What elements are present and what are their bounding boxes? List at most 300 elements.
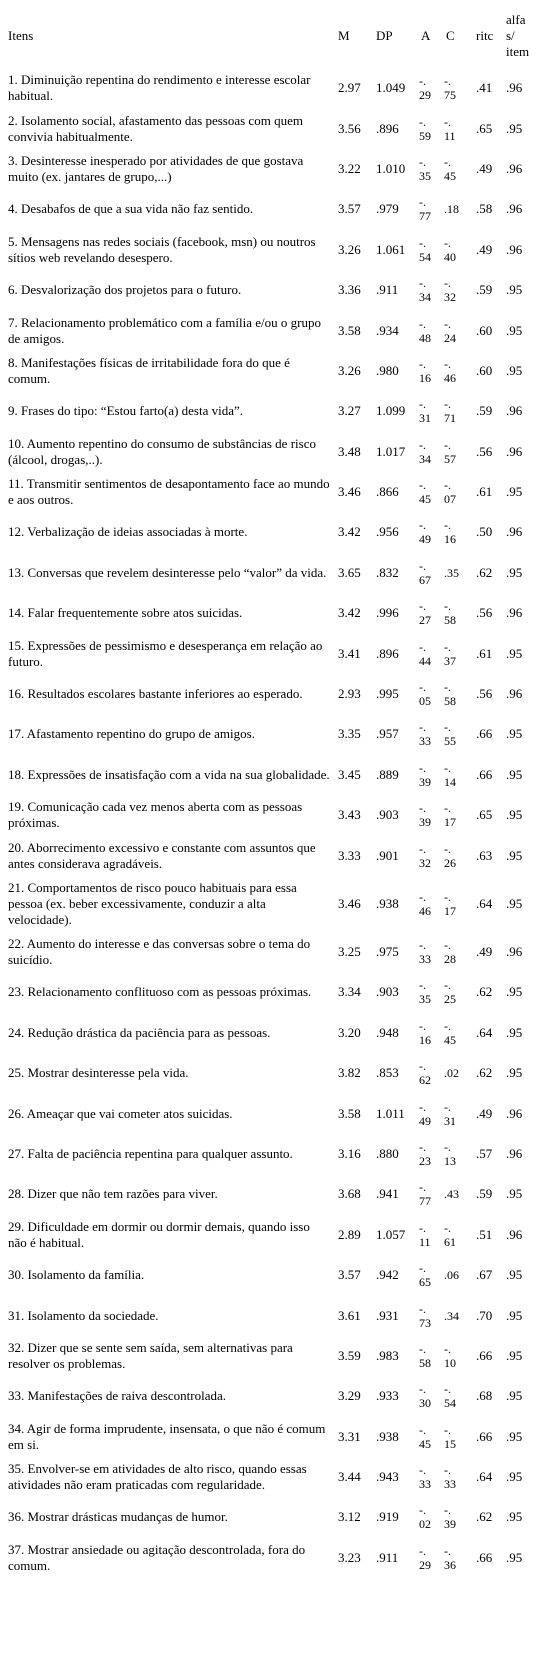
sd-value: .919 <box>376 1509 399 1525</box>
ritc-value: .56 <box>476 443 493 459</box>
mean-value: 3.58 <box>338 1105 361 1121</box>
item-text: 33. Manifestações de raiva descontrolada. <box>8 1388 227 1404</box>
a-value: -. 73 <box>419 1301 431 1330</box>
table-row <box>4 68 539 108</box>
c-value: -. 40 <box>444 235 456 264</box>
ritc-value: .61 <box>476 645 493 661</box>
c-value: .43 <box>444 1187 459 1202</box>
mean-value: 3.42 <box>338 524 361 540</box>
a-value: -. 02 <box>419 1503 431 1532</box>
a-value: -. 54 <box>419 235 431 264</box>
ritc-value: .41 <box>476 80 493 96</box>
alfa-value: .95 <box>506 1509 523 1525</box>
a-value: -. 62 <box>419 1059 431 1088</box>
item-text: 18. Expressões de insatisfação com a vida na sua globalidade. <box>8 766 330 782</box>
alfa-value: .96 <box>506 241 523 257</box>
mean-value: 2.97 <box>338 80 361 96</box>
mean-value: 3.68 <box>338 1186 361 1202</box>
table-row <box>4 1013 539 1053</box>
a-value: -. 29 <box>419 1543 431 1572</box>
sd-value: 1.057 <box>376 1226 406 1242</box>
table-row <box>4 1457 539 1497</box>
c-value: .35 <box>444 565 459 580</box>
table-row <box>4 593 539 633</box>
table-row <box>4 432 539 472</box>
c-value: -. 55 <box>444 720 456 749</box>
item-text: 8. Manifestações físicas de irritabilidade fora do que é comum. <box>8 354 290 386</box>
sd-value: .957 <box>376 726 399 742</box>
c-value: -. 15 <box>444 1422 456 1451</box>
alfa-value: .95 <box>506 484 523 500</box>
a-value: -. 30 <box>419 1382 431 1411</box>
header-row <box>4 4 539 68</box>
ritc-value: .64 <box>476 1024 493 1040</box>
table-row <box>4 472 539 512</box>
item-text: 12. Verbalização de ideias associadas à morte. <box>8 524 248 540</box>
a-value: -. 39 <box>419 801 431 830</box>
table-row <box>4 230 539 270</box>
mean-value: 3.46 <box>338 484 361 500</box>
c-value: -. 75 <box>444 74 456 103</box>
mean-value: 3.35 <box>338 726 361 742</box>
c-value: -. 11 <box>444 114 456 143</box>
a-value: -. 27 <box>419 599 431 628</box>
items-table <box>4 4 539 1578</box>
c-value: -. 37 <box>444 639 456 668</box>
table-row <box>4 755 539 795</box>
sd-value: .943 <box>376 1469 399 1485</box>
alfa-value: .95 <box>506 282 523 298</box>
mean-value: 3.57 <box>338 201 361 217</box>
mean-value: 3.56 <box>338 120 361 136</box>
header-a: A <box>421 28 431 43</box>
mean-value: 3.61 <box>338 1307 361 1323</box>
a-value: -. 32 <box>419 841 431 870</box>
sd-value: .941 <box>376 1186 399 1202</box>
item-text: 24. Redução drástica da paciência para as pessoas. <box>8 1024 271 1040</box>
header-m: M <box>338 28 350 43</box>
ritc-value: .65 <box>476 807 493 823</box>
a-value: -. 34 <box>419 437 431 466</box>
alfa-value: .95 <box>506 1065 523 1081</box>
header-dp: DP <box>376 28 393 43</box>
ritc-value: .66 <box>476 1347 493 1363</box>
mean-value: 3.59 <box>338 1347 361 1363</box>
table-row <box>4 553 539 593</box>
ritc-value: .63 <box>476 847 493 863</box>
a-value: -. 65 <box>419 1261 431 1290</box>
a-value: -. 05 <box>419 680 431 709</box>
c-value: .06 <box>444 1268 459 1283</box>
a-value: -. 49 <box>419 518 431 547</box>
a-value: -. 33 <box>419 720 431 749</box>
alfa-value: .96 <box>506 605 523 621</box>
c-value: -. 61 <box>444 1220 456 1249</box>
table-row <box>4 714 539 754</box>
sd-value: .901 <box>376 847 399 863</box>
alfa-value: .95 <box>506 362 523 378</box>
item-text: 36. Mostrar drásticas mudanças de humor. <box>8 1509 228 1525</box>
mean-value: 3.23 <box>338 1549 361 1565</box>
ritc-value: .70 <box>476 1307 493 1323</box>
table-row <box>4 1053 539 1093</box>
alfa-value: .96 <box>506 1226 523 1242</box>
mean-value: 3.25 <box>338 944 361 959</box>
mean-value: 3.36 <box>338 282 361 298</box>
alfa-value: .96 <box>506 160 523 176</box>
table-row <box>4 108 539 148</box>
item-text: 10. Aumento repentino do consumo de substâncias de risco (álcool, drogas,..). <box>8 435 316 467</box>
ritc-value: .66 <box>476 1549 493 1565</box>
item-text: 13. Conversas que revelem desinteresse pelo “valor” da vida. <box>8 564 327 580</box>
mean-value: 3.31 <box>338 1428 361 1444</box>
header-c: C <box>446 28 455 43</box>
table-row <box>4 1134 539 1174</box>
item-text: 16. Resultados escolares bastante inferiores ao esperado. <box>8 686 303 702</box>
mean-value: 3.82 <box>338 1065 361 1081</box>
table-row <box>4 1376 539 1416</box>
sd-value: .995 <box>376 686 399 702</box>
table-row <box>4 1255 539 1295</box>
alfa-value: .95 <box>506 1388 523 1404</box>
table-row <box>4 310 539 350</box>
ritc-value: .60 <box>476 362 493 378</box>
sd-value: .911 <box>376 282 399 298</box>
c-value: -. 45 <box>444 1018 456 1047</box>
sd-value: .956 <box>376 524 399 540</box>
mean-value: 3.22 <box>338 160 361 176</box>
c-value: -. 16 <box>444 518 456 547</box>
item-text: 9. Frases do tipo: “Estou farto(a) desta vida”. <box>8 403 244 419</box>
item-text: 19. Comunicação cada vez menos aberta com as pessoas próximas. <box>8 799 303 831</box>
a-value: -. 45 <box>419 478 431 507</box>
c-value: -. 14 <box>444 760 456 789</box>
sd-value: .866 <box>376 484 399 500</box>
ritc-value: .64 <box>476 1469 493 1485</box>
table-row <box>4 149 539 189</box>
sd-value: .903 <box>376 984 399 1000</box>
ritc-value: .49 <box>476 160 493 176</box>
ritc-value: .66 <box>476 726 493 742</box>
a-value: -. 49 <box>419 1099 431 1128</box>
alfa-value: .95 <box>506 766 523 782</box>
sd-value: .832 <box>376 564 399 580</box>
item-text: 14. Falar frequentemente sobre atos suicidas. <box>8 605 243 621</box>
sd-value: 1.010 <box>376 160 406 176</box>
mean-value: 2.89 <box>338 1226 361 1242</box>
c-value: -. 57 <box>444 437 456 466</box>
table-row <box>4 189 539 229</box>
alfa-value: .95 <box>506 847 523 863</box>
alfa-value: .96 <box>506 403 523 419</box>
sd-value: .933 <box>376 1388 399 1404</box>
c-value: -. 33 <box>444 1463 456 1492</box>
alfa-value: .95 <box>506 1428 523 1444</box>
alfa-value: .95 <box>506 120 523 136</box>
mean-value: 3.27 <box>338 403 361 419</box>
c-value: -. 26 <box>444 841 456 870</box>
alfa-value: .96 <box>506 686 523 702</box>
ritc-value: .59 <box>476 282 493 298</box>
mean-value: 2.93 <box>338 686 361 702</box>
item-text: 23. Relacionamento conflituoso com as pessoas próximas. <box>8 984 312 1000</box>
alfa-value: .95 <box>506 322 523 338</box>
item-text: 6. Desvalorização dos projetos para o futuro. <box>8 282 242 298</box>
sd-value: 1.099 <box>376 403 406 419</box>
a-value: -. 23 <box>419 1139 431 1168</box>
alfa-value: .95 <box>506 1469 523 1485</box>
sd-value: .938 <box>376 1428 399 1444</box>
item-text: 3. Desinteresse inesperado por atividades de que gostava muito (ex. jantares de grupo,...) <box>8 152 304 184</box>
a-value: -. 39 <box>419 760 431 789</box>
alfa-value: .95 <box>506 1307 523 1323</box>
alfa-value: .95 <box>506 807 523 823</box>
c-value: -. 45 <box>444 154 456 183</box>
sd-value: 1.017 <box>376 443 406 459</box>
mean-value: 3.45 <box>338 766 361 782</box>
c-value: -. 25 <box>444 978 456 1007</box>
table-row <box>4 932 539 972</box>
c-value: -. 13 <box>444 1139 456 1168</box>
a-value: -. 67 <box>419 558 431 587</box>
a-value: -. 35 <box>419 154 431 183</box>
header-item: Itens <box>8 28 34 43</box>
alfa-value: .95 <box>506 895 523 911</box>
item-text: 11. Transmitir sentimentos de desapontamento face ao mundo e aos outros. <box>8 476 330 508</box>
sd-value: .983 <box>376 1347 399 1363</box>
c-value: .02 <box>444 1066 459 1081</box>
alfa-value: .96 <box>506 1105 523 1121</box>
ritc-value: .62 <box>476 1065 493 1081</box>
alfa-value: .95 <box>506 645 523 661</box>
c-value: -. 46 <box>444 356 456 385</box>
mean-value: 3.12 <box>338 1509 361 1525</box>
alfa-value: .95 <box>506 1267 523 1283</box>
sd-value: .931 <box>376 1307 399 1323</box>
sd-value: .896 <box>376 645 399 661</box>
item-text: 2. Isolamento social, afastamento das pessoas com quem convivia habitualmente. <box>8 112 303 144</box>
mean-value: 3.46 <box>338 895 361 911</box>
c-value: -. 17 <box>444 801 456 830</box>
c-value: -. 32 <box>444 276 456 305</box>
mean-value: 3.57 <box>338 1267 361 1283</box>
table-row <box>4 876 539 932</box>
sd-value: .896 <box>376 120 399 136</box>
item-text: 31. Isolamento da sociedade. <box>8 1307 159 1323</box>
c-value: -. 39 <box>444 1503 456 1532</box>
item-text: 15. Expressões de pessimismo e desesperança em relação ao futuro. <box>8 637 323 669</box>
mean-value: 3.20 <box>338 1024 361 1040</box>
c-value: -. 31 <box>444 1099 456 1128</box>
ritc-value: .62 <box>476 984 493 1000</box>
header-ritc: ritc <box>476 28 494 43</box>
table-row <box>4 351 539 391</box>
c-value: -. 71 <box>444 397 456 426</box>
item-text: 20. Aborrecimento excessivo e constante com assuntos que antes considerava agradáveis. <box>8 839 316 871</box>
ritc-value: .49 <box>476 241 493 257</box>
alfa-value: .95 <box>506 726 523 742</box>
ritc-value: .59 <box>476 1186 493 1202</box>
mean-value: 3.34 <box>338 984 361 1000</box>
alfa-value: .95 <box>506 1186 523 1202</box>
ritc-value: .49 <box>476 944 493 959</box>
mean-value: 3.43 <box>338 807 361 823</box>
a-value: -. 48 <box>419 316 431 345</box>
table-row <box>4 1538 539 1578</box>
item-text: 37. Mostrar ansiedade ou agitação descontrolada, fora do comum. <box>8 1541 306 1573</box>
c-value: -. 58 <box>444 599 456 628</box>
a-value: -. 58 <box>419 1341 431 1370</box>
sd-value: .880 <box>376 1145 399 1161</box>
ritc-value: .68 <box>476 1388 493 1404</box>
item-text: 21. Comportamentos de risco pouco habituais para essa pessoa (ex. beber excessivamente, conduzir a alta velocidade). <box>8 879 297 927</box>
table-row <box>4 1295 539 1335</box>
sd-value: 1.061 <box>376 241 406 257</box>
sd-value: .934 <box>376 322 399 338</box>
table-row <box>4 270 539 310</box>
item-text: 29. Dificuldade em dormir ou dormir demais, quando isso não é habitual. <box>8 1218 310 1250</box>
alfa-value: .96 <box>506 944 523 959</box>
ritc-value: .49 <box>476 1105 493 1121</box>
a-value: -. 46 <box>419 889 431 918</box>
ritc-value: .57 <box>476 1145 493 1161</box>
ritc-value: .50 <box>476 524 493 540</box>
sd-value: .903 <box>376 807 399 823</box>
ritc-value: .51 <box>476 1226 493 1242</box>
a-value: -. 16 <box>419 1018 431 1047</box>
table-row <box>4 1497 539 1537</box>
a-value: -. 29 <box>419 74 431 103</box>
c-value: -. 07 <box>444 478 456 507</box>
ritc-value: .66 <box>476 766 493 782</box>
table-row <box>4 1174 539 1214</box>
item-text: 22. Aumento do interesse e das conversas sobre o tema do suicídio. <box>8 936 311 967</box>
alfa-value: .95 <box>506 1347 523 1363</box>
a-value: -. 77 <box>419 195 431 224</box>
mean-value: 3.29 <box>338 1388 361 1404</box>
a-value: -. 77 <box>419 1180 431 1209</box>
mean-value: 3.41 <box>338 645 361 661</box>
alfa-value: .95 <box>506 1549 523 1565</box>
mean-value: 3.26 <box>338 241 361 257</box>
a-value: -. 33 <box>419 1463 431 1492</box>
mean-value: 3.58 <box>338 322 361 338</box>
c-value: .34 <box>444 1308 459 1323</box>
sd-value: 1.049 <box>376 80 406 96</box>
c-value: -. 24 <box>444 316 456 345</box>
item-text: 30. Isolamento da família. <box>8 1267 145 1283</box>
mean-value: 3.48 <box>338 443 361 459</box>
alfa-value: .96 <box>506 443 523 459</box>
item-text: 32. Dizer que se sente sem saída, sem alternativas para resolver os problemas. <box>8 1339 293 1371</box>
a-value: -. 59 <box>419 114 431 143</box>
c-value: -. 58 <box>444 680 456 709</box>
table-row <box>4 633 539 673</box>
item-text: 5. Mensagens nas redes sociais (facebook, msn) ou noutros sítios web revelando desespero. <box>8 233 316 265</box>
c-value: -. 54 <box>444 1382 456 1411</box>
alfa-value: .96 <box>506 80 523 96</box>
item-text: 28. Dizer que não tem razões para viver. <box>8 1186 218 1202</box>
table-row <box>4 1093 539 1133</box>
ritc-value: .58 <box>476 201 493 217</box>
mean-value: 3.44 <box>338 1469 361 1485</box>
ritc-value: .62 <box>476 564 493 580</box>
c-value: -. 10 <box>444 1341 456 1370</box>
sd-value: .975 <box>376 944 399 959</box>
a-value: -. 44 <box>419 639 431 668</box>
ritc-value: .66 <box>476 1428 493 1444</box>
alfa-value: .96 <box>506 1145 523 1161</box>
item-text: 25. Mostrar desinteresse pela vida. <box>8 1065 189 1081</box>
table-row <box>4 972 539 1012</box>
item-text: 34. Agir de forma imprudente, insensata, o que não é comum em si. <box>8 1420 326 1452</box>
mean-value: 3.65 <box>338 564 361 580</box>
table-row <box>4 1215 539 1255</box>
sd-value: .853 <box>376 1065 399 1081</box>
ritc-value: .67 <box>476 1267 493 1283</box>
table-row <box>4 1417 539 1457</box>
sd-value: 1.011 <box>376 1105 405 1121</box>
a-value: -. 16 <box>419 356 431 385</box>
c-value: -. 17 <box>444 889 456 918</box>
item-text: 4. Desabafos de que a sua vida não faz sentido. <box>8 201 254 217</box>
mean-value: 3.33 <box>338 847 361 863</box>
c-value: .18 <box>444 202 459 217</box>
ritc-value: .64 <box>476 895 493 911</box>
table-row <box>4 795 539 835</box>
item-text: 27. Falta de paciência repentina para qualquer assunto. <box>8 1145 293 1161</box>
table-row <box>4 512 539 552</box>
sd-value: .996 <box>376 605 399 621</box>
sd-value: .938 <box>376 895 399 911</box>
ritc-value: .61 <box>476 484 493 500</box>
c-value: -. 36 <box>444 1543 456 1572</box>
table-row <box>4 835 539 875</box>
sd-value: .980 <box>376 362 399 378</box>
alfa-value: .95 <box>506 1024 523 1040</box>
sd-value: .911 <box>376 1549 399 1565</box>
a-value: -. 33 <box>419 938 431 966</box>
a-value: -. 31 <box>419 397 431 426</box>
sd-value: .889 <box>376 766 399 782</box>
a-value: -. 11 <box>419 1220 431 1249</box>
ritc-value: .56 <box>476 686 493 702</box>
alfa-value: .96 <box>506 201 523 217</box>
sd-value: .942 <box>376 1267 399 1283</box>
sd-value: .979 <box>376 201 399 217</box>
a-value: -. 45 <box>419 1422 431 1451</box>
mean-value: 3.26 <box>338 362 361 378</box>
item-text: 1. Diminuição repentina do rendimento e interesse escolar habitual. <box>8 72 311 104</box>
table-row <box>4 674 539 714</box>
table-body <box>4 68 539 1578</box>
mean-value: 3.42 <box>338 605 361 621</box>
item-text: 17. Afastamento repentino do grupo de amigos. <box>8 726 255 742</box>
a-value: -. 35 <box>419 978 431 1007</box>
alfa-value: .95 <box>506 564 523 580</box>
ritc-value: .59 <box>476 403 493 419</box>
item-text: 26. Ameaçar que vai cometer atos suicidas. <box>8 1105 233 1121</box>
item-text: 35. Envolver-se em atividades de alto risco, quando essas atividades não eram praticadas com regularidade. <box>8 1461 307 1493</box>
sd-value: .948 <box>376 1024 399 1040</box>
ritc-value: .56 <box>476 605 493 621</box>
ritc-value: .62 <box>476 1509 493 1525</box>
c-value: -. 28 <box>444 938 456 966</box>
header-alfa: alfa s/ item <box>506 12 530 59</box>
ritc-value: .60 <box>476 322 493 338</box>
a-value: -. 34 <box>419 276 431 305</box>
mean-value: 3.16 <box>338 1145 361 1161</box>
